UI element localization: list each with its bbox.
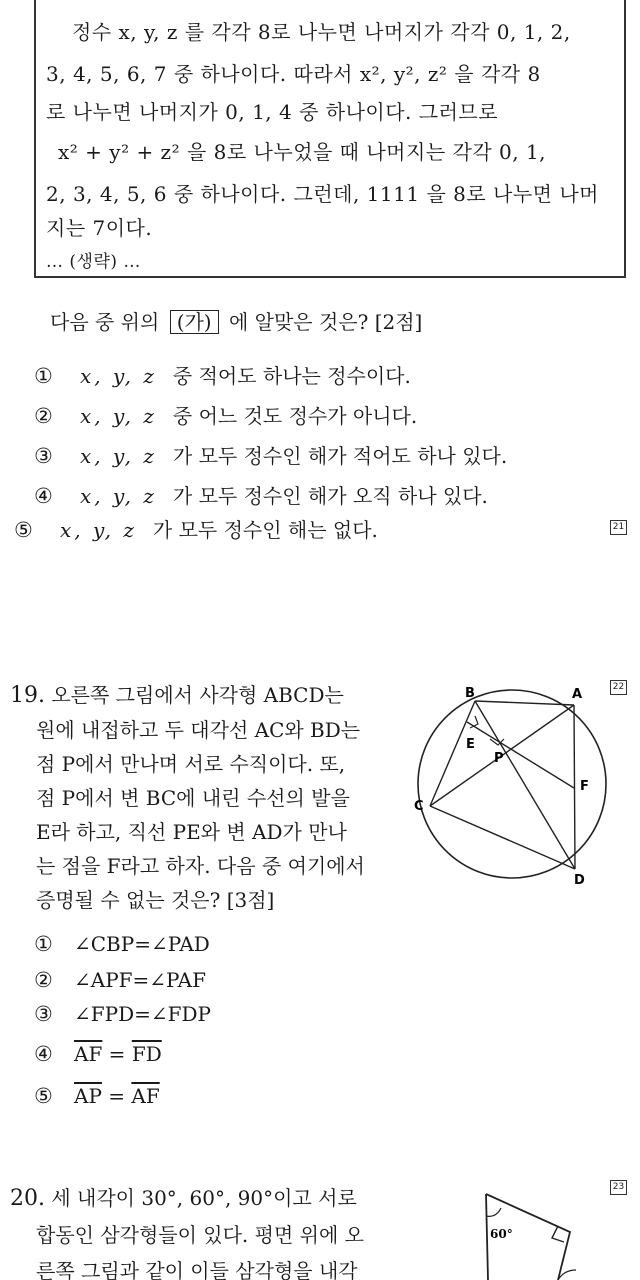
q19-line-1: 오른쪽 그림에서 사각형 ABCD는	[51, 683, 344, 707]
choice-number: ①	[34, 932, 53, 956]
choice-number: ②	[34, 968, 53, 992]
choice-number: ④	[34, 484, 53, 508]
q19-line-4: 점 P에서 변 BC에 내린 수선의 발을	[36, 786, 350, 810]
q18-prompt-before: 다음 중 위의	[50, 310, 160, 334]
q20-number: 20.	[10, 1186, 45, 1211]
q20-line-3: 른쪽 그림과 같이 이들 삼각형을 내각	[36, 1259, 358, 1280]
q19-line-6: 는 점을 F라고 하자. 다음 중 여기에서	[36, 854, 365, 878]
q18-choice-2[interactable]	[34, 400, 417, 429]
label-c: C	[414, 799, 424, 814]
label-e: E	[466, 737, 475, 752]
q19-choice-3[interactable]	[34, 1002, 211, 1026]
segment-left: $\overline{AF}$	[74, 1042, 103, 1066]
choice-text: 중 어느 것도 정수가 아니다.	[172, 404, 418, 428]
choice-number: ②	[34, 404, 53, 428]
choice-text: 가 모두 정수인 해는 없다.	[152, 518, 378, 542]
proof-line-4: x² + y² + z² 을 8로 나누었을 때 나머지는 각각 0, 1,	[58, 140, 547, 164]
label-p: P	[494, 751, 504, 766]
choice-text: 중 적어도 하나는 정수이다.	[172, 364, 411, 388]
proof-line-1: 정수 x, y, z 를 각각 8로 나누면 나머지가 각각 0, 1, 2,	[72, 20, 571, 44]
choice-text: ∠APF=∠PAF	[74, 968, 206, 992]
choice-vars: x, y, z	[80, 444, 157, 468]
segment-right: $\overline{FD}$	[131, 1042, 162, 1066]
label-a: A	[572, 687, 583, 702]
q20-line-1: 세 내각이 30°, 60°, 90°이고 서로	[51, 1186, 357, 1210]
choice-number: ③	[34, 444, 53, 468]
proof-line-6: 지는 7이다.	[46, 216, 153, 240]
q19-choice-1[interactable]	[34, 932, 210, 956]
q18-choice-3[interactable]	[34, 440, 507, 469]
q19-line-2: 원에 내접하고 두 대각선 AC와 BD는	[36, 718, 361, 742]
q18-choice-5[interactable]	[14, 514, 378, 543]
page-badge-21: 21	[610, 520, 627, 535]
choice-number: ③	[34, 1002, 53, 1026]
q20-text	[10, 1180, 364, 1280]
page-badge-23: 23	[610, 1180, 627, 1195]
q20-line-2: 합동인 삼각형들이 있다. 평면 위에 오	[36, 1223, 364, 1247]
choice-vars: x, y, z	[80, 404, 157, 428]
choice-vars: x, y, z	[80, 364, 157, 388]
choice-text: ∠CBP=∠PAD	[74, 932, 210, 956]
q18-prompt-after: 에 알맞은 것은? [2점]	[228, 310, 423, 334]
q19-choice-5[interactable]	[34, 1084, 160, 1108]
q19-choice-2[interactable]	[34, 968, 206, 992]
angle-label-60: 60°	[490, 1227, 513, 1241]
choice-vars: x, y, z	[60, 518, 137, 542]
choice-text: ∠FPD=∠FDP	[74, 1002, 212, 1026]
label-b: B	[465, 686, 475, 701]
label-d: D	[574, 873, 585, 888]
page-badge-22: 22	[610, 680, 627, 695]
label-f: F	[580, 779, 589, 794]
q19-line-3: 점 P에서 만나며 서로 수직이다. 또,	[36, 752, 346, 776]
equals-sign: =	[101, 1084, 132, 1108]
circle-quadrilateral-figure	[408, 676, 618, 890]
q18-prompt	[50, 306, 422, 335]
triangle-figure	[430, 1186, 606, 1280]
choice-text: 가 모두 정수인 해가 오직 하나 있다.	[172, 484, 488, 508]
choice-vars: x, y, z	[80, 484, 157, 508]
q18-choice-1[interactable]	[34, 360, 411, 389]
q19-line-7: 증명될 수 없는 것은? [3점]	[36, 888, 275, 912]
q18-choice-4[interactable]	[34, 480, 488, 509]
proof-line-2: 3, 4, 5, 6, 7 중 하나이다. 따라서 x², y², z² 을 각각 8	[46, 62, 541, 86]
choice-number: ⑤	[34, 1084, 53, 1108]
q18-blank-box: (가)	[170, 310, 219, 334]
proof-line-7: … (생략) …	[46, 252, 141, 272]
q19-number: 19.	[10, 683, 45, 708]
q19-choice-4[interactable]	[34, 1042, 162, 1066]
circumcircle	[418, 690, 606, 878]
choice-text: 가 모두 정수인 해가 적어도 하나 있다.	[172, 444, 508, 468]
choice-number: ⑤	[14, 518, 33, 542]
segment-right: $\overline{AF}$	[131, 1084, 160, 1108]
q19-line-5: E라 하고, 직선 PE와 변 AD가 만나	[36, 820, 347, 844]
equals-sign: =	[102, 1042, 132, 1066]
choice-number: ④	[34, 1042, 53, 1066]
segment-left: $\overline{AP}$	[74, 1084, 102, 1108]
proof-line-3: 로 나누면 나머지가 0, 1, 4 중 하나이다. 그러므로	[46, 100, 499, 124]
q19-text	[10, 678, 365, 917]
proof-line-5: 2, 3, 4, 5, 6 중 하나이다. 그런데, 1111 을 8로 나누면 나머	[46, 182, 599, 206]
choice-number: ①	[34, 364, 53, 388]
